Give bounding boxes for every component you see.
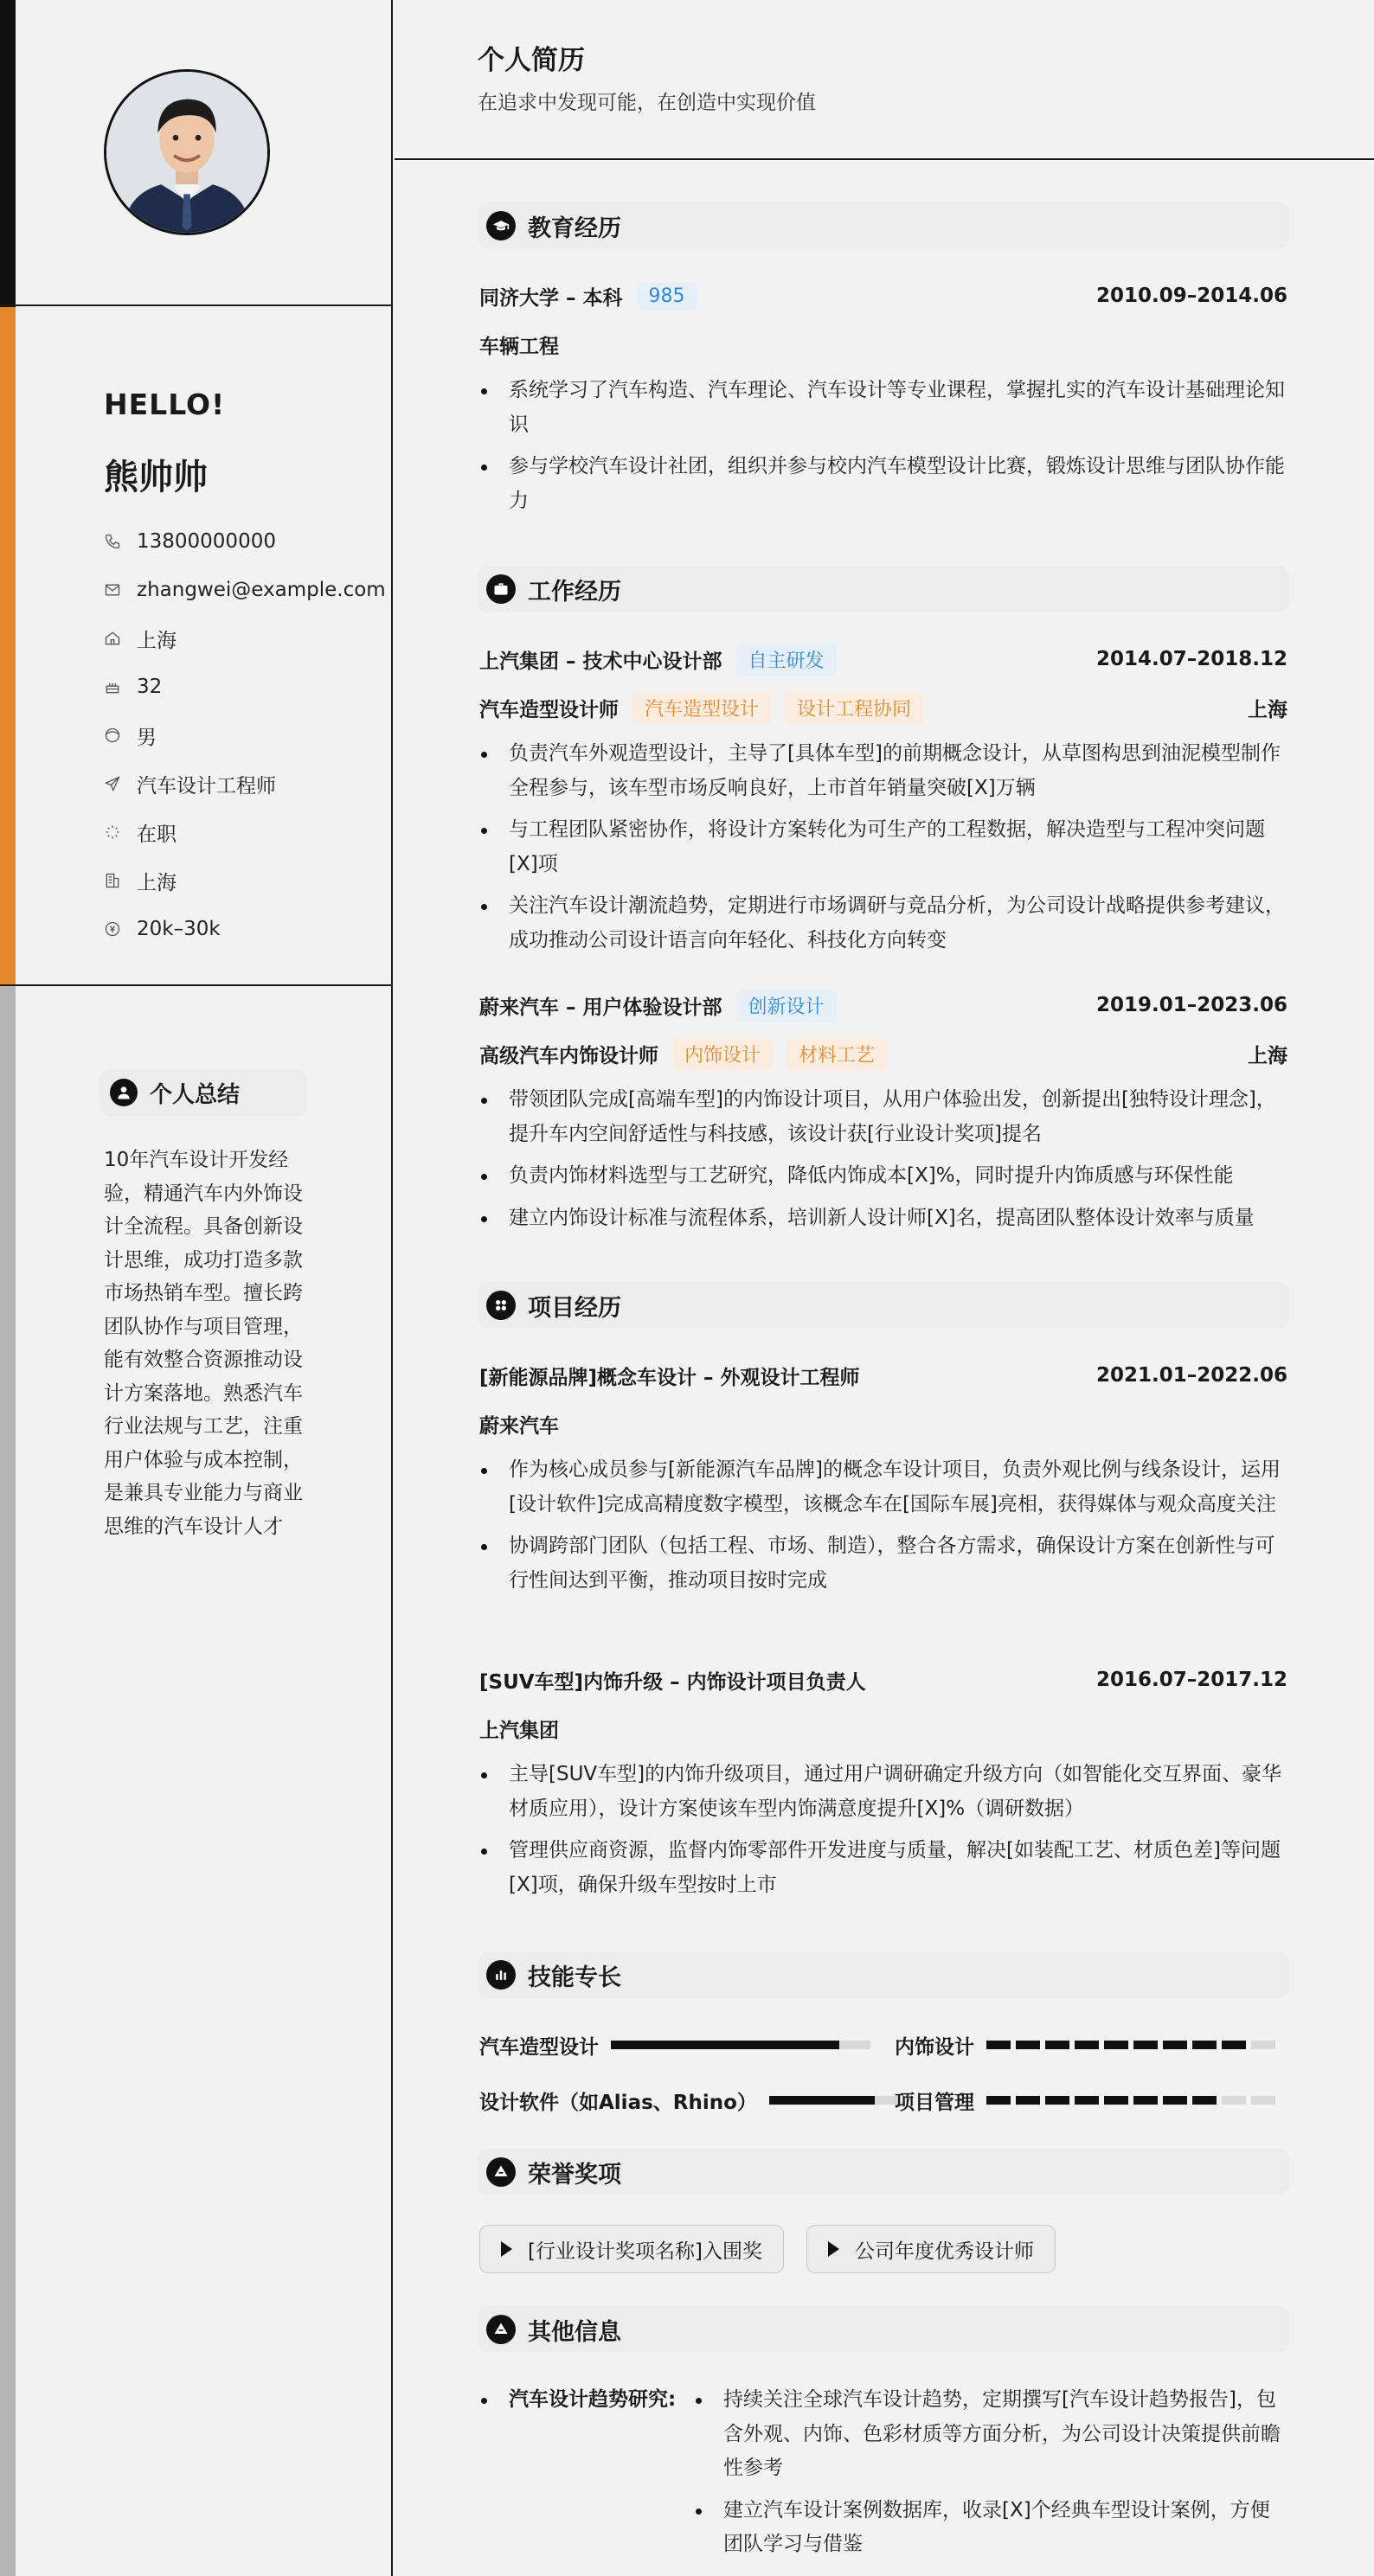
project-org-row bbox=[479, 1711, 1287, 1746]
list-item: 持续关注全球汽车设计趋势，定期撰写[汽车设计趋势报告]，包含外观、内饰、色彩材质等方面分析，为公司设计决策提供前瞻性参考 bbox=[694, 2383, 1287, 2486]
bar-chart-icon bbox=[486, 1960, 516, 1990]
skill-item bbox=[479, 2083, 901, 2118]
city-value: 上海 bbox=[137, 871, 177, 894]
contact-info-list bbox=[104, 517, 386, 953]
role-tag: 内饰设计 bbox=[672, 1038, 773, 1070]
job-date: 2014.07–2018.12 bbox=[1095, 648, 1287, 670]
send-icon bbox=[104, 775, 121, 792]
role-tag: 设计工程协同 bbox=[785, 692, 923, 724]
list-item: 负责内饰材料选型与工艺研究，降低内饰成本[X]%，同时提升内饰质感与环保性能 bbox=[479, 1159, 1287, 1194]
user-icon bbox=[110, 1079, 138, 1106]
skill-segment-bar bbox=[986, 2096, 1275, 2105]
job-tag: 自主研发 bbox=[736, 644, 837, 676]
skill-segment bbox=[1016, 2096, 1040, 2105]
main-content bbox=[395, 0, 1374, 2576]
briefcase-icon bbox=[486, 574, 516, 604]
age-value: 32 bbox=[137, 676, 163, 698]
job-date: 2019.01–2023.06 bbox=[1095, 994, 1287, 1016]
award-icon bbox=[486, 2157, 516, 2187]
other-bullets bbox=[694, 2383, 1287, 2570]
project-date: 2016.07–2017.12 bbox=[1095, 1669, 1287, 1691]
list-item: 系统学习了汽车构造、汽车理论、汽车设计等专业课程，掌握扎实的汽车设计基础理论知识 bbox=[479, 374, 1287, 442]
job-role: 高级汽车内饰设计师 bbox=[479, 1044, 658, 1067]
major: 车辆工程 bbox=[479, 335, 559, 358]
list-item: 负责汽车外观造型设计，主导了[具体车型]的前期概念设计，从草图构思到油泥模型制作全程参与，该车型市场反响良好，上市首年销量突破[X]万辆 bbox=[479, 737, 1287, 805]
skill-bar bbox=[611, 2041, 870, 2049]
skill-segment bbox=[986, 2096, 1011, 2105]
project-org-row bbox=[479, 1407, 1287, 1441]
mail-icon bbox=[104, 581, 121, 599]
job-role: 汽车造型设计师 bbox=[479, 698, 619, 721]
sidebar-strip-black bbox=[0, 0, 16, 307]
skill-segment bbox=[1133, 2041, 1158, 2049]
job-row bbox=[479, 642, 1287, 676]
list-item: 建立内饰设计标准与流程体系，培训新人设计师[X]名，提高团队整体设计效率与质量 bbox=[479, 1201, 1287, 1236]
info-gender bbox=[104, 711, 386, 759]
info-triangle-icon bbox=[486, 2315, 516, 2344]
job-city: 上海 bbox=[1248, 698, 1287, 721]
salary-value: 20k–30k bbox=[137, 918, 221, 940]
sidebar-divider bbox=[0, 304, 393, 306]
work-header bbox=[478, 566, 1289, 612]
project-org: 上汽集团 bbox=[479, 1719, 559, 1742]
list-item: 协调跨部门团队（包括工程、市场、制造），整合各方需求，确保设计方案在创新性与可行性间达到平衡，推动项目按时完成 bbox=[479, 1529, 1287, 1598]
projects-header bbox=[478, 1282, 1289, 1329]
project-bullets bbox=[479, 1758, 1287, 1910]
skill-bar-fill bbox=[769, 2096, 875, 2105]
position-value: 汽车设计工程师 bbox=[137, 774, 276, 798]
skill-bar-fill bbox=[611, 2041, 839, 2049]
skill-bar bbox=[769, 2096, 901, 2105]
info-position bbox=[104, 759, 386, 808]
skill-segment bbox=[1104, 2041, 1128, 2049]
awards-header bbox=[478, 2149, 1289, 2195]
header-divider bbox=[395, 158, 1374, 160]
other-label: 汽车设计趋势研究: bbox=[479, 2383, 676, 2412]
education-header bbox=[478, 202, 1289, 249]
project-bullets bbox=[479, 1453, 1287, 1605]
status-value: 在职 bbox=[137, 823, 177, 846]
graduation-cap-icon bbox=[486, 211, 516, 240]
skill-item bbox=[895, 2028, 1275, 2062]
skill-segment bbox=[1045, 2041, 1069, 2049]
list-item: 管理供应商资源，监督内饰零部件开发进度与质量，解决[如装配工艺、材质色差]等问题[X]项，确保升级车型按时上市 bbox=[479, 1834, 1287, 1902]
skills-header bbox=[478, 1951, 1289, 1998]
project-name: [SUV车型]内饰升级 – 内饰设计项目负责人 bbox=[479, 1670, 866, 1694]
skills-title: 技能专长 bbox=[528, 1964, 621, 1991]
skill-segment bbox=[1222, 2096, 1246, 2105]
hello-heading: HELLO! bbox=[104, 388, 226, 421]
project-row bbox=[479, 1358, 1287, 1393]
major-row bbox=[479, 327, 1287, 362]
list-item: 关注汽车设计潮流趋势，定期进行市场调研与竞品分析，为公司设计战略提供参考建议，成功推动公司设计语言向年轻化、科技化方向转变 bbox=[479, 889, 1287, 958]
award-badge bbox=[806, 2225, 1056, 2273]
page-title: 个人简历 bbox=[478, 45, 585, 76]
skill-segment bbox=[1016, 2041, 1040, 2049]
skill-name: 设计软件（如Alias、Rhino） bbox=[479, 2091, 757, 2114]
person-face-icon bbox=[104, 727, 121, 744]
status-loader-icon bbox=[104, 823, 121, 841]
education-row bbox=[479, 279, 1287, 313]
job-bullets bbox=[479, 1083, 1287, 1243]
skill-segment bbox=[1075, 2096, 1099, 2105]
skill-segment bbox=[1045, 2096, 1069, 2105]
project-name: [新能源品牌]概念车设计 – 外观设计工程师 bbox=[479, 1366, 860, 1389]
info-status bbox=[104, 808, 386, 856]
list-item: 带领团队完成[高端车型]的内饰设计项目，从用户体验出发，创新提出[独特设计理念]，提升车内空间舒适性与科技感，该设计获[行业设计奖项]提名 bbox=[479, 1083, 1287, 1151]
job-tag: 创新设计 bbox=[736, 990, 837, 1022]
education-title: 教育经历 bbox=[528, 215, 621, 242]
location-value: 上海 bbox=[137, 629, 177, 652]
sidebar bbox=[0, 0, 393, 2576]
job-role-row bbox=[479, 1036, 1287, 1071]
phone-icon bbox=[104, 533, 121, 550]
skill-name: 汽车造型设计 bbox=[479, 2035, 599, 2059]
project-date: 2021.01–2022.06 bbox=[1095, 1364, 1287, 1387]
other-header bbox=[478, 2306, 1289, 2353]
job-role-row bbox=[479, 690, 1287, 725]
skill-item bbox=[895, 2083, 1275, 2118]
role-tag: 材料工艺 bbox=[787, 1038, 887, 1070]
awards-title: 荣誉奖项 bbox=[528, 2161, 621, 2188]
info-city bbox=[104, 856, 386, 905]
triangle-icon bbox=[501, 2241, 512, 2257]
building-icon bbox=[104, 872, 121, 889]
list-item: 建立汽车设计案例数据库，收录[X]个经典车型设计案例，方便团队学习与借鉴 bbox=[694, 2494, 1287, 2562]
skill-segment bbox=[1104, 2096, 1128, 2105]
job-row bbox=[479, 988, 1287, 1022]
email-value: zhangwei@example.com bbox=[137, 579, 386, 601]
summary-title: 个人总结 bbox=[150, 1081, 241, 1108]
other-title: 其他信息 bbox=[528, 2318, 621, 2346]
skill-segment bbox=[1133, 2096, 1158, 2105]
job-bullets bbox=[479, 737, 1287, 965]
list-item: 与工程团队紧密协作，将设计方案转化为可生产的工程数据，解决造型与工程冲突问题[X]项 bbox=[479, 813, 1287, 881]
education-bullets bbox=[479, 374, 1287, 526]
list-item: 主导[SUV车型]的内饰升级项目，通过用户调研确定升级方向（如智能化交互界面、豪华材质应用），设计方案使该车型内饰满意度提升[X]%（调研数据） bbox=[479, 1758, 1287, 1826]
cake-icon bbox=[104, 678, 121, 695]
job-company: 上汽集团 – 技术中心设计部 bbox=[479, 650, 722, 673]
skill-segment bbox=[986, 2041, 1011, 2049]
profile-name: 熊帅帅 bbox=[104, 458, 208, 497]
skill-segment bbox=[1192, 2041, 1217, 2049]
skill-segment bbox=[1222, 2041, 1246, 2049]
skill-segment bbox=[1163, 2041, 1187, 2049]
projects-title: 项目经历 bbox=[528, 1294, 621, 1322]
info-location bbox=[104, 614, 386, 663]
project-row bbox=[479, 1663, 1287, 1697]
skill-item bbox=[479, 2028, 870, 2062]
project-org: 蔚来汽车 bbox=[479, 1414, 559, 1438]
school-tag: 985 bbox=[637, 283, 697, 310]
award-badge bbox=[479, 2225, 784, 2273]
info-age bbox=[104, 663, 386, 711]
sidebar-divider bbox=[0, 984, 393, 986]
triangle-icon bbox=[828, 2241, 839, 2257]
info-salary bbox=[104, 905, 386, 953]
summary-text: 10年汽车设计开发经验，精通汽车内外饰设计全流程。具备创新设计思维，成功打造多款市场热销车型。擅长跨团队协作与项目管理，能有效整合资源推动设计方案落地。熟悉汽车行业法规与工艺，注重用户体验与成本控制，是兼具专业能力与商业思维的汽车设计人才 bbox=[104, 1149, 303, 1538]
avatar bbox=[104, 69, 270, 235]
page-subtitle: 在追求中发现可能，在创造中实现价值 bbox=[478, 92, 816, 114]
info-email bbox=[104, 566, 386, 614]
award-label: 公司年度优秀设计师 bbox=[855, 2240, 1034, 2263]
skill-segment bbox=[1251, 2041, 1275, 2049]
avatar-portrait-icon bbox=[106, 72, 267, 233]
list-item: 作为核心成员参与[新能源汽车品牌]的概念车设计项目，负责外观比例与线条设计，运用[设计软件]完成高精度数字模型，该概念车在[国际车展]亮相，获得媒体与观众高度关注 bbox=[479, 1453, 1287, 1522]
education-date: 2010.09–2014.06 bbox=[1095, 285, 1287, 307]
job-company: 蔚来汽车 – 用户体验设计部 bbox=[479, 996, 722, 1019]
summary-header bbox=[100, 1069, 307, 1116]
sidebar-strip-gray bbox=[0, 986, 16, 2576]
gender-value: 男 bbox=[137, 726, 157, 749]
skill-segment-bar bbox=[986, 2041, 1275, 2049]
skill-segment bbox=[1192, 2096, 1217, 2105]
skill-segment bbox=[1163, 2096, 1187, 2105]
skill-segment bbox=[1251, 2096, 1275, 2105]
role-tag: 汽车造型设计 bbox=[632, 692, 771, 724]
school-name: 同济大学 – 本科 bbox=[479, 286, 623, 310]
currency-icon bbox=[104, 920, 121, 938]
home-icon bbox=[104, 630, 121, 647]
work-title: 工作经历 bbox=[528, 578, 621, 606]
award-label: [行业设计奖项名称]入围奖 bbox=[528, 2240, 762, 2263]
skill-name: 项目管理 bbox=[895, 2091, 974, 2114]
info-phone bbox=[104, 517, 386, 566]
job-city: 上海 bbox=[1248, 1044, 1287, 1067]
grid-icon bbox=[486, 1291, 516, 1320]
list-item: 参与学校汽车设计社团，组织并参与校内汽车模型设计比赛，锻炼设计思维与团队协作能力 bbox=[479, 450, 1287, 518]
skill-name: 内饰设计 bbox=[895, 2035, 974, 2059]
skill-segment bbox=[1075, 2041, 1099, 2049]
sidebar-strip-orange bbox=[0, 307, 16, 986]
phone-value: 13800000000 bbox=[137, 530, 276, 553]
